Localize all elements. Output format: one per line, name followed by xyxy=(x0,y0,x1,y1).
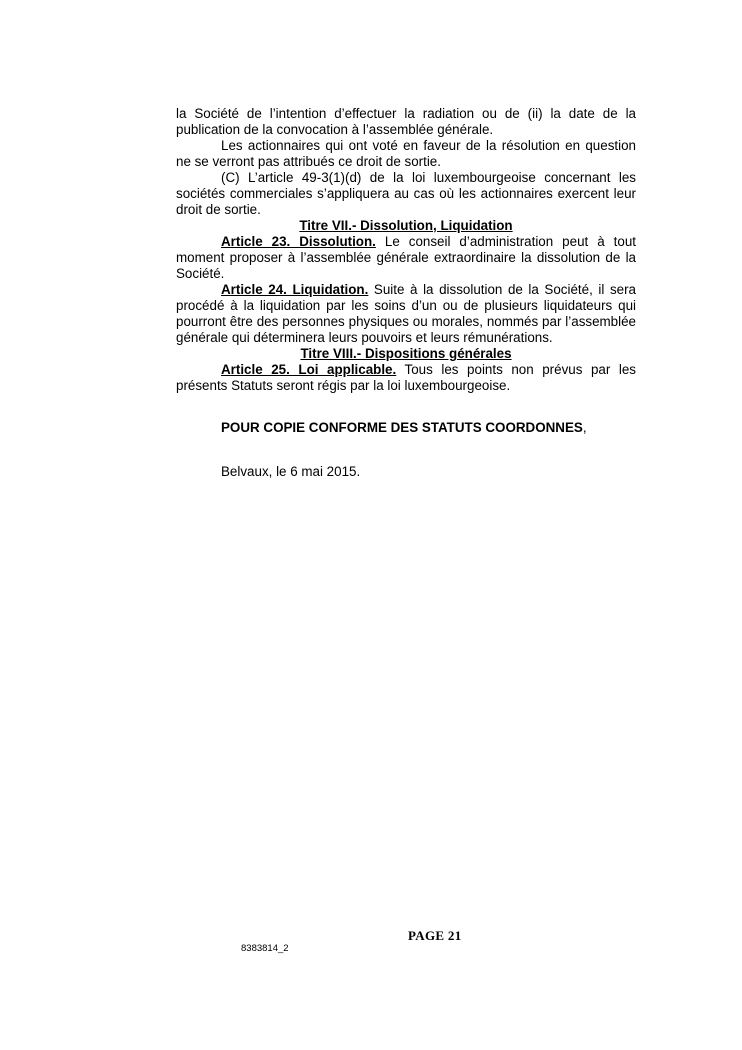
article-23-text: Le conseil d’administration peut à tout moment proposer à l’assemblée générale extraordinaire la dissolution de la Société. xyxy=(176,234,636,281)
closing-bold-text: POUR COPIE CONFORME DES STATUTS COORDONNES xyxy=(221,420,583,435)
article-25-label: Article 25. Loi applicable. xyxy=(221,362,397,377)
page-number: PAGE 21 xyxy=(408,928,462,943)
heading-titre-vii: Titre VII.- Dissolution, Liquidation xyxy=(299,218,513,233)
paragraph-article-49: (C) L’article 49-3(1)(d) de la loi luxembourgeoise concernant les sociétés commerciales s’appliquera au cas où les actionnaires exercent leur droit de sortie. xyxy=(176,170,636,217)
article-23-label: Article 23. Dissolution. xyxy=(221,234,376,249)
signoff-place-date: Belvaux, le 6 mai 2015. xyxy=(221,464,361,479)
article-23 xyxy=(176,234,636,282)
article-24-label: Article 24. Liquidation. xyxy=(221,282,369,297)
article-24 xyxy=(176,282,636,346)
paragraph-actionnaires: Les actionnaires qui ont voté en faveur de la résolution en question ne se verront pas attribués ce droit de sortie. xyxy=(176,138,636,169)
closing-statement xyxy=(176,420,636,436)
article-24-text: Suite à la dissolution de la Société, il sera procédé à la liquidation par les soins d’un ou de plusieurs liquidateurs qui pourront être des personnes physiques ou morales, nommés par l’assemblée générale qui déterminera leurs pouvoirs et leurs rémunérations. xyxy=(176,282,636,345)
article-25-text: Tous les points non prévus par les présents Statuts seront régis par la loi luxembourgeoise. xyxy=(176,362,636,393)
article-25 xyxy=(176,362,636,394)
heading-titre-viii: Titre VIII.- Dispositions générales xyxy=(300,346,512,361)
closing-punct: , xyxy=(582,420,587,435)
document-reference: 8383814_2 xyxy=(241,943,289,954)
paragraph-radiation: la Société de l’intention d’effectuer la radiation ou de (ii) la date de la publication de la convocation à l’assemblée générale. xyxy=(176,106,636,137)
document-body xyxy=(176,106,636,480)
